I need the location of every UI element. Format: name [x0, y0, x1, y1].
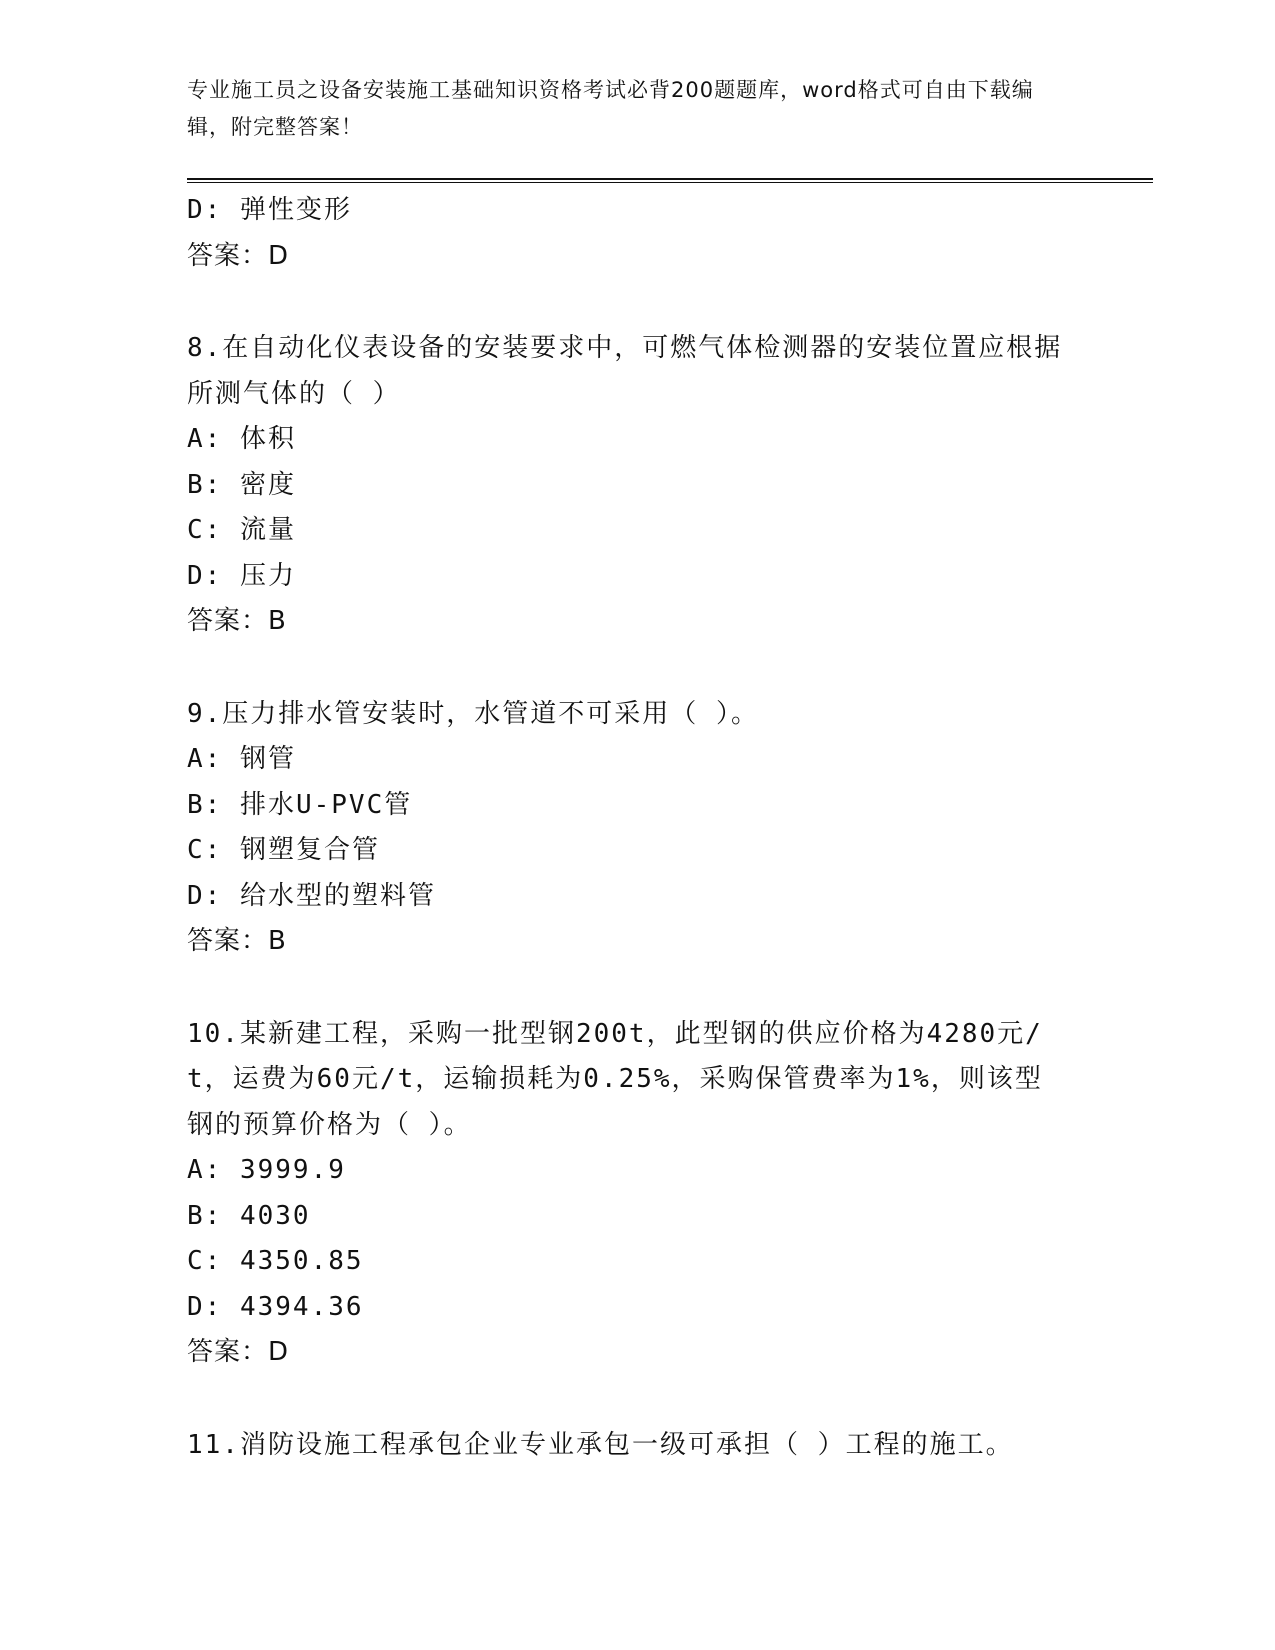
option-d: D: 压力 [187, 560, 296, 591]
answer-label: 答案：B [187, 926, 287, 956]
option-a: A: 钢管 [187, 744, 296, 774]
option-d: D: 给水型的塑料管 [187, 880, 436, 911]
answer-label: 答案：D [187, 1337, 290, 1367]
question-8 [187, 326, 1067, 645]
option-c: C: 流量 [187, 515, 296, 545]
spacer [187, 1376, 1067, 1423]
question-9 [187, 692, 1067, 965]
header-divider-thin [187, 182, 1153, 183]
spacer [187, 279, 1067, 326]
question-11 [187, 1423, 1067, 1469]
page-title: 专业施工员之设备安装施工基础知识资格考试必背200题题库，word格式可自由下载编辑，附完整答案！ [187, 78, 1034, 139]
question-text: 11.消防设施工程承包企业专业承包一级可承担（ ）工程的施工。 [187, 1429, 1014, 1460]
answer-label: 答案：D [187, 240, 290, 271]
page-header [187, 72, 1067, 146]
option-c: C: 4350.85 [187, 1246, 364, 1276]
spacer [187, 645, 1067, 692]
header-divider-thick [187, 178, 1153, 180]
question-list [187, 188, 1067, 1468]
question-text: 10.某新建工程，采购一批型钢200t，此型钢的供应价格为4280元/t，运费为60元/t，运输损耗为0.25%，采购保管费率为1%，则该型钢的预算价格为（ ）。 [187, 1018, 1043, 1140]
question-text: 9.压力排水管安装时，水管道不可采用（ ）。 [187, 698, 759, 729]
option-d: D: 4394.36 [187, 1291, 364, 1322]
question-text: 8.在自动化仪表设备的安装要求中，可燃气体检测器的安装位置应根据所测气体的（ ） [187, 333, 1063, 409]
option-b: B: 排水U-PVC管 [187, 789, 413, 820]
answer-label: 答案：B [187, 606, 287, 636]
option-b: B: 密度 [187, 469, 296, 500]
option-a: A: 体积 [187, 424, 296, 454]
option-b: B: 4030 [187, 1200, 311, 1231]
question-7-carryover [187, 188, 1067, 279]
option-c: C: 钢塑复合管 [187, 835, 380, 865]
spacer [187, 965, 1067, 1012]
option-d: D: 弹性变形 [187, 195, 352, 225]
option-a: A: 3999.9 [187, 1155, 346, 1185]
question-10 [187, 1012, 1067, 1376]
